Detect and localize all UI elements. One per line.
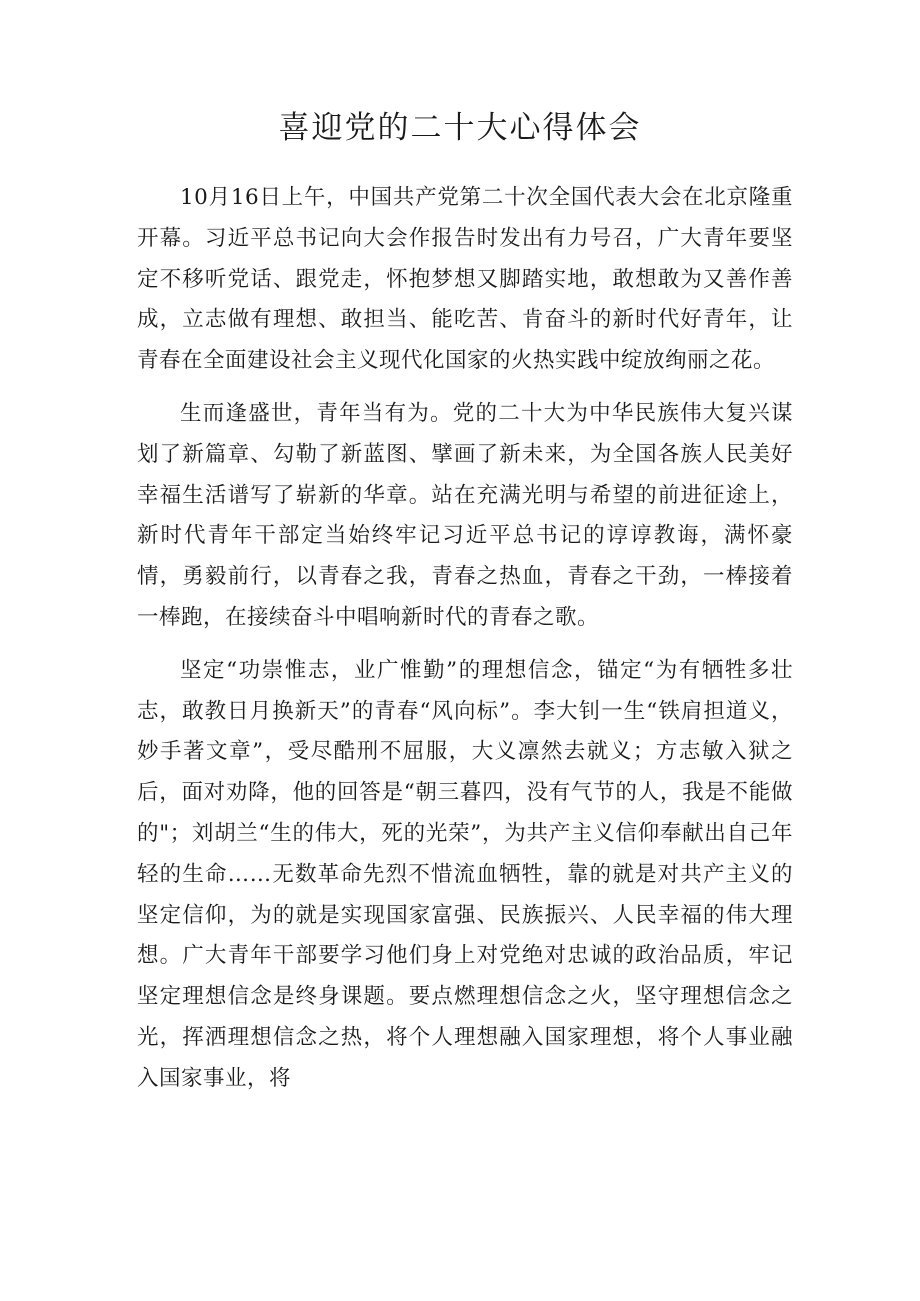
paragraph-3: 坚定“功崇惟志，业广惟勤”的理想信念，锚定“为有牺牲多壮志，敢教日月换新天”的青春“风向标”。李大钊一生“铁肩担道义，妙手著文章”，受尽酷刑不屈服，大义凛然去就义；方志敏入狱之后，面对劝降，他的回答是“朝三暮四，没有气节的人，我是不能做的"；刘胡兰“生的伟大，死的光荣”，为共产主义信仰奉献出自己年轻的生命……无数革命先烈不惜流血牺牲，靠的就是对共产主义的坚定信仰，为的就是实现国家富强、民族振兴、人民幸福的伟大理想。广大青年干部要学习他们身上对党绝对忠诚的政治品质，牢记坚定理想信念是终身课题。要点燃理想信念之火，坚守理想信念之光，挥洒理想信念之热，将个人理想融入国家理想，将个人事业融入国家事业，将 xyxy=(137,657,793,1091)
paragraph-1: 10月16日上午，中国共产党第二十次全国代表大会在北京隆重开幕。习近平总书记向大会作报告时发出有力号召，广大青年要坚定不移听党话、跟党走，怀抱梦想又脚踏实地，敢想敢为又善作善成，立志做有理想、敢担当、能吃苦、肯奋斗的新时代好青年，让青春在全面建设社会主义现代化国家的火热实践中绽放绚丽之花。 xyxy=(137,185,793,374)
document-title: 喜迎党的二十大心得体会 xyxy=(278,110,642,146)
paragraph-2: 生而逢盛世，青年当有为。党的二十大为中华民族伟大复兴谋划了新篇章、勾勒了新蓝图、擘画了新未来，为全国各族人民美好幸福生活谱写了崭新的华章。站在充满光明与希望的前进征途上，新时代青年干部定当始终牢记习近平总书记的谆谆教诲，满怀豪情，勇毅前行，以青春之我，青春之热血，青春之干劲，一棒接着一棒跑，在接续奋斗中唱响新时代的青春之歌。 xyxy=(137,400,793,630)
document-body xyxy=(137,178,793,1112)
